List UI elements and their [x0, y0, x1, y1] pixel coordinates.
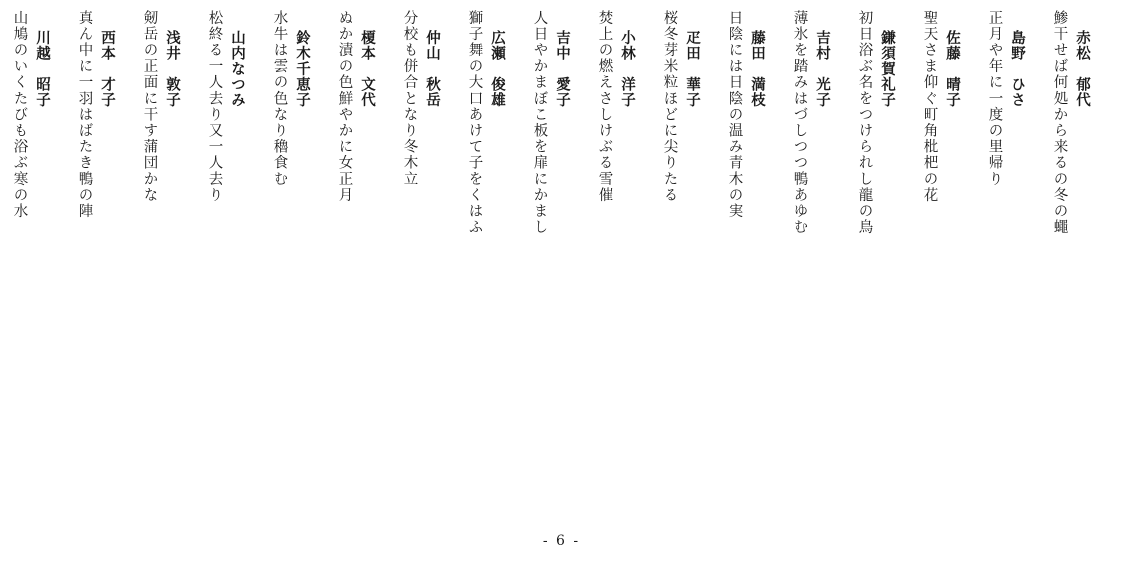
- haiku-entry: [272, 10, 315, 187]
- haiku-entry: [402, 10, 445, 187]
- author-name: 広瀬 俊雄: [489, 30, 505, 108]
- haiku-text: 分校も併合となり冬木立: [401, 10, 418, 188]
- author-name: 仲山 秋岳: [424, 30, 440, 108]
- haiku-text: 正月や年に一度の里帰り: [986, 10, 1003, 188]
- author-name: 鈴木千恵子: [294, 30, 310, 108]
- author-name: 小林 洋子: [619, 30, 635, 108]
- author-name: 藤田 満枝: [749, 30, 765, 108]
- haiku-entry: [12, 10, 55, 219]
- haiku-entry: [1052, 10, 1095, 235]
- author-name: 鎌須賀礼子: [879, 30, 895, 108]
- page-number: - 6 -: [542, 533, 581, 549]
- haiku-text: 人日やかまぼこ板を扉にかまし: [531, 10, 548, 236]
- author-name: 疋田 華子: [684, 30, 700, 108]
- haiku-text: 焚上の燃えさしけぶる雪催: [596, 10, 613, 204]
- author-name: 川越 昭子: [34, 30, 50, 108]
- haiku-text: 水牛は雲の色なり穭食む: [271, 10, 288, 188]
- haiku-entry: [337, 10, 380, 203]
- haiku-text: 日陰には日陰の温み青木の実: [726, 10, 743, 220]
- haiku-entry: [207, 10, 250, 203]
- author-name: 榎本 文代: [359, 30, 375, 108]
- haiku-text: 山鳩のいくたびも浴ぶ寒の水: [11, 10, 28, 220]
- haiku-text: 薄氷を踏みはづしつつ鴨あゆむ: [791, 10, 808, 236]
- haiku-entry: [142, 10, 185, 203]
- haiku-entry: [662, 10, 705, 203]
- haiku-entry: [922, 10, 965, 203]
- author-name: 島野 ひさ: [1009, 30, 1025, 108]
- author-name: 佐藤 晴子: [944, 30, 960, 108]
- haiku-entry: [597, 10, 640, 203]
- haiku-entry: [792, 10, 835, 235]
- haiku-text: 初日浴ぶ名をつけられし龍の鳥: [856, 10, 873, 236]
- haiku-entry: [987, 10, 1030, 187]
- author-name: 赤松 郁代: [1074, 30, 1090, 108]
- haiku-text: 聖天さま仰ぐ町角枇杷の花: [921, 10, 938, 204]
- haiku-text: 桜冬芽米粒ほどに尖りたる: [661, 10, 678, 204]
- haiku-entry: [857, 10, 900, 235]
- author-name: 吉村 光子: [814, 30, 830, 108]
- haiku-text: 鯵干せば何処から来るの冬の蠅: [1051, 10, 1068, 236]
- haiku-text: 獅子舞の大口あけて子をくはふ: [466, 10, 483, 236]
- haiku-text: ぬか漬の色鮮やかに女正月: [336, 10, 353, 204]
- author-name: 吉中 愛子: [554, 30, 570, 108]
- author-name: 西本 才子: [99, 30, 115, 108]
- author-name: 山内なつみ: [229, 30, 245, 108]
- haiku-columns: [0, 10, 1095, 330]
- haiku-text: 真ん中に一羽はばたき鴨の陣: [76, 10, 93, 220]
- haiku-text: 剱岳の正面に干す蒲団かな: [141, 10, 158, 204]
- haiku-entry: [727, 10, 770, 219]
- author-name: 浅井 敦子: [164, 30, 180, 108]
- haiku-entry: [467, 10, 510, 235]
- haiku-entry: [532, 10, 575, 235]
- haiku-text: 松終る一人去り又一人去り: [206, 10, 223, 204]
- haiku-entry: [77, 10, 120, 219]
